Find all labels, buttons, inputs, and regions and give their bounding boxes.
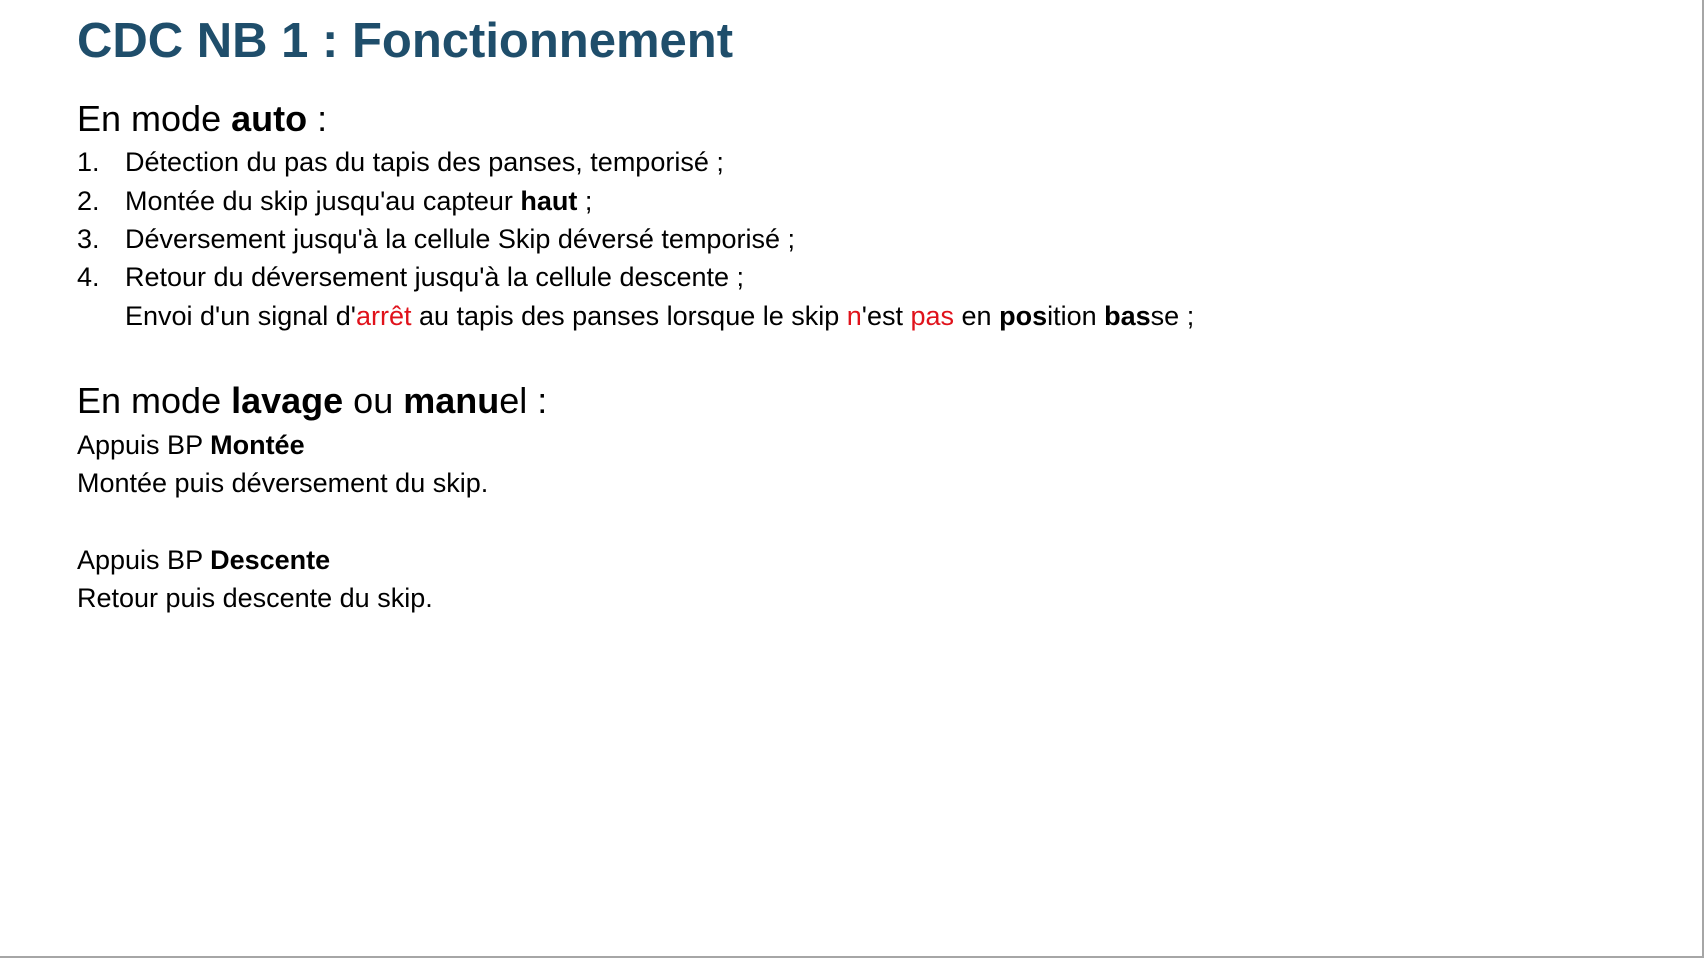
stop-signal-line [125, 298, 1194, 334]
step-2-text-after: ; [577, 186, 593, 216]
auto-heading-suffix: : [307, 98, 328, 139]
slide-title: CDC NB 1 : Fonctionnement [77, 14, 734, 68]
signal-part-2-red: arrêt [355, 301, 412, 331]
step-text-2 [125, 183, 592, 219]
step-text-1: Détection du pas du tapis des panses, temporisé ; [125, 147, 724, 177]
signal-part-6-red: pas [910, 301, 955, 331]
montee-description: Montée puis déversement du skip. [77, 468, 489, 498]
step-number-3: 3. [77, 224, 100, 254]
signal-part-5: 'est [861, 301, 911, 331]
step-number-1: 1. [77, 147, 100, 177]
signal-part-3: au tapis des panses lorsque le skip [411, 301, 847, 331]
descente-label-prefix: Appuis BP [77, 545, 211, 575]
montee-label-prefix: Appuis BP [77, 430, 211, 460]
signal-part-1: Envoi d'un signal d' [125, 301, 356, 331]
step-2-text-bold: haut [520, 186, 578, 216]
auto-mode-heading [77, 96, 327, 142]
manual-heading-prefix: En mode [77, 380, 232, 421]
descente-label-bold: Descente [210, 545, 331, 575]
manual-heading-mid: ou [343, 380, 404, 421]
step-text-4: Retour du déversement jusqu'à la cellule descente ; [125, 262, 745, 292]
montee-button-label [77, 427, 305, 463]
signal-part-4-red: n [846, 301, 862, 331]
montee-label-bold: Montée [210, 430, 305, 460]
manual-heading-bold-1: lavage [231, 380, 344, 421]
step-text-3: Déversement jusqu'à la cellule Skip déversé temporisé ; [125, 224, 795, 254]
auto-heading-bold: auto [231, 98, 308, 139]
step-number-2: 2. [77, 186, 100, 216]
step-number-4: 4. [77, 262, 100, 292]
signal-part-11: se ; [1150, 301, 1195, 331]
descente-description: Retour puis descente du skip. [77, 583, 433, 613]
signal-part-7: en [954, 301, 1000, 331]
auto-heading-prefix: En mode [77, 98, 232, 139]
manual-heading-bold-2: manu [403, 380, 500, 421]
signal-part-10-bold: bas [1104, 301, 1151, 331]
manual-mode-heading [77, 378, 547, 424]
signal-part-8-bold: pos [999, 301, 1048, 331]
step-2-text-before: Montée du skip jusqu'au capteur [125, 186, 521, 216]
signal-part-9: ition [1047, 301, 1105, 331]
descente-button-label [77, 542, 330, 578]
manual-heading-suffix: el : [499, 380, 548, 421]
